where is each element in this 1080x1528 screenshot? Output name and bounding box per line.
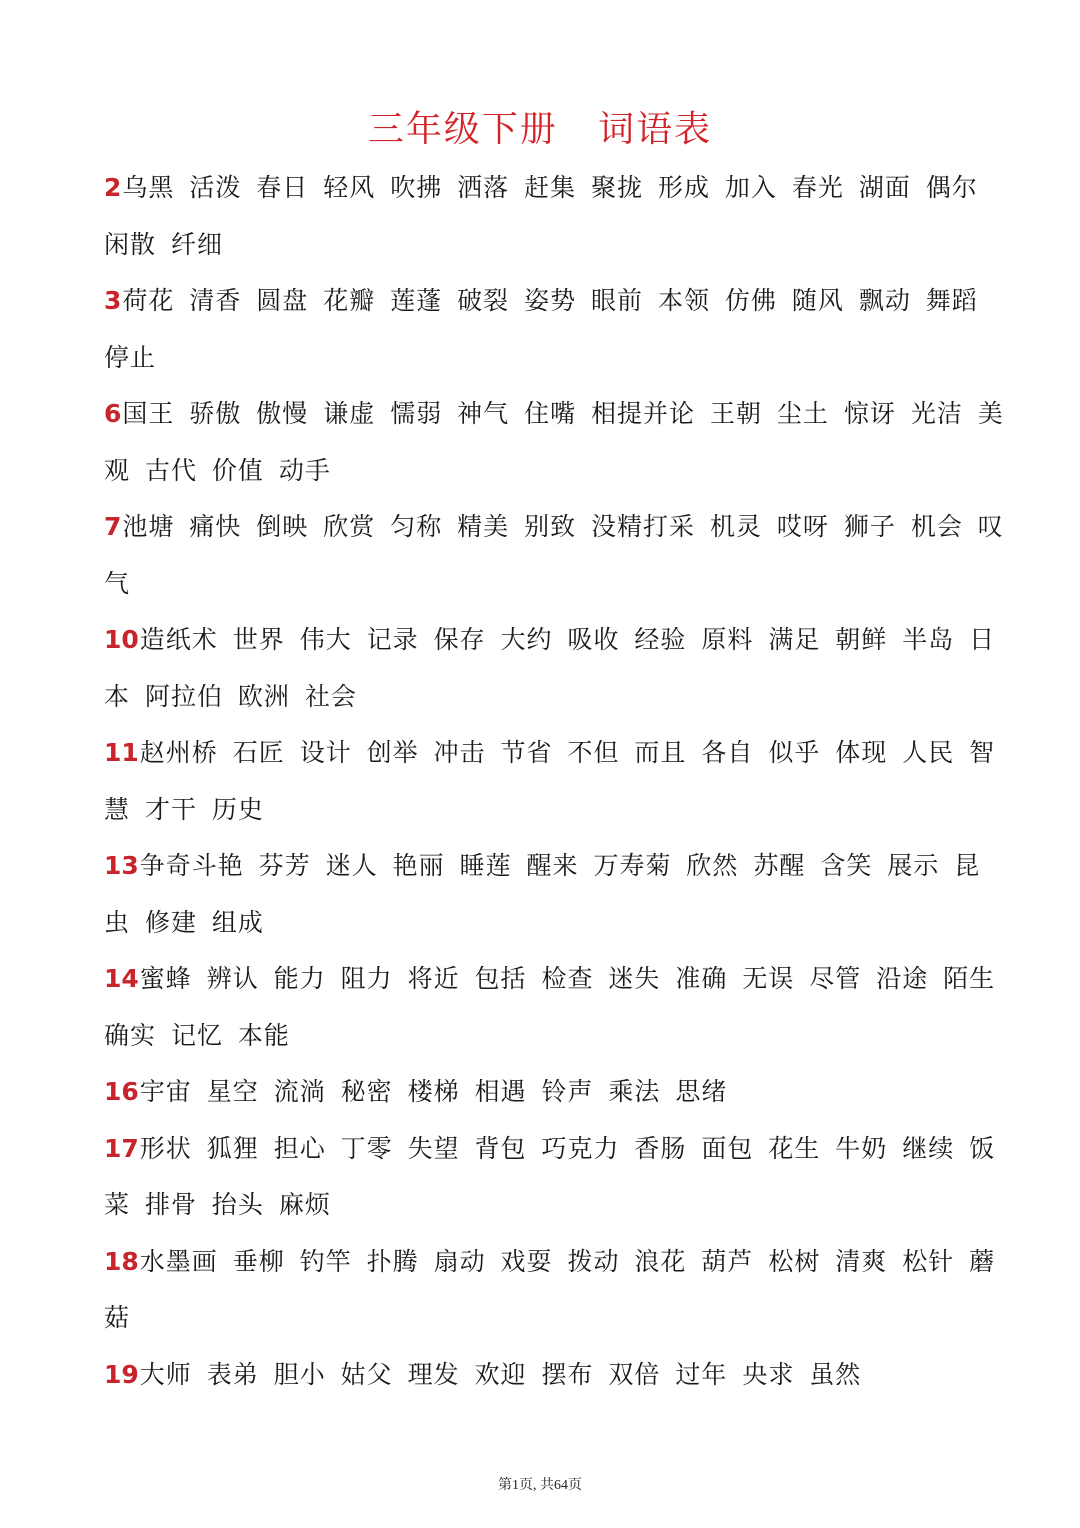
lesson-entry	[104, 1234, 1004, 1347]
lesson-entry	[104, 499, 1004, 612]
lesson-words: 国王 骄傲 傲慢 谦虚 懦弱 神气 住嘴 相提并论 王朝 尘土 惊讶 光洁 美观 古代 价值 动手	[104, 399, 1004, 485]
lesson-number: 3	[104, 286, 122, 315]
lesson-words: 形状 狐狸 担心 丁零 失望 背包 巧克力 香肠 面包 花生 牛奶 继续 饭菜 排骨 抬头 麻烦	[104, 1133, 996, 1219]
vocabulary-list	[104, 160, 1004, 1403]
lesson-entry	[104, 386, 1004, 499]
lesson-number: 14	[104, 964, 139, 993]
lesson-number: 13	[104, 851, 139, 880]
lesson-words: 蜜蜂 辨认 能力 阻力 将近 包括 检查 迷失 准确 无误 尽管 沿途 陌生 确实 记忆 本能	[104, 964, 996, 1050]
lesson-words: 赵州桥 石匠 设计 创举 冲击 节省 不但 而且 各自 似乎 体现 人民 智慧 才干 历史	[104, 738, 996, 824]
lesson-words: 大师 表弟 胆小 姑父 理发 欢迎 摆布 双倍 过年 央求 虽然	[139, 1359, 862, 1389]
lesson-words: 水墨画 垂柳 钓竿 扑腾 扇动 戏耍 拨动 浪花 葫芦 松树 清爽 松针 蘑菇	[104, 1246, 996, 1332]
lesson-entry	[104, 1121, 1004, 1234]
lesson-number: 10	[104, 625, 139, 654]
lesson-words: 乌黑 活泼 春日 轻风 吹拂 洒落 赶集 聚拢 形成 加入 春光 湖面 偶尔 闲散 纤细	[104, 173, 978, 259]
page-footer: 第1页, 共64页	[498, 1478, 582, 1493]
lesson-entry	[104, 725, 1004, 838]
lesson-words: 池塘 痛快 倒映 欣赏 匀称 精美 别致 没精打采 机灵 哎呀 狮子 机会 叹气	[104, 512, 1004, 598]
lesson-entry	[104, 1347, 1004, 1404]
lesson-number: 17	[104, 1133, 139, 1163]
lesson-entry	[104, 273, 1004, 386]
lesson-entry	[104, 838, 1004, 951]
lesson-number: 11	[104, 738, 139, 767]
lesson-number: 6	[104, 399, 122, 428]
lesson-number: 7	[104, 512, 122, 541]
lesson-words: 争奇斗艳 芬芳 迷人 艳丽 睡莲 醒来 万寿菊 欣然 苏醒 含笑 展示 昆虫 修建 组成	[104, 851, 981, 937]
lesson-number: 18	[104, 1246, 139, 1276]
lesson-entry	[104, 612, 1004, 725]
lesson-entry	[104, 1064, 1004, 1121]
lesson-entry	[104, 160, 1004, 273]
lesson-words: 造纸术 世界 伟大 记录 保存 大约 吸收 经验 原料 满足 朝鲜 半岛 日本 阿拉伯 欧洲 社会	[104, 625, 996, 711]
page-title: 三年级下册 词语表	[367, 109, 713, 150]
lesson-number: 2	[104, 173, 122, 202]
lesson-words: 荷花 清香 圆盘 花瓣 莲蓬 破裂 姿势 眼前 本领 仿佛 随风 飘动 舞蹈 停止	[104, 286, 978, 372]
lesson-entry	[104, 951, 1004, 1064]
lesson-number: 19	[104, 1359, 139, 1389]
lesson-words: 宇宙 星空 流淌 秘密 楼梯 相遇 铃声 乘法 思绪	[139, 1077, 728, 1106]
lesson-number: 16	[104, 1077, 139, 1106]
